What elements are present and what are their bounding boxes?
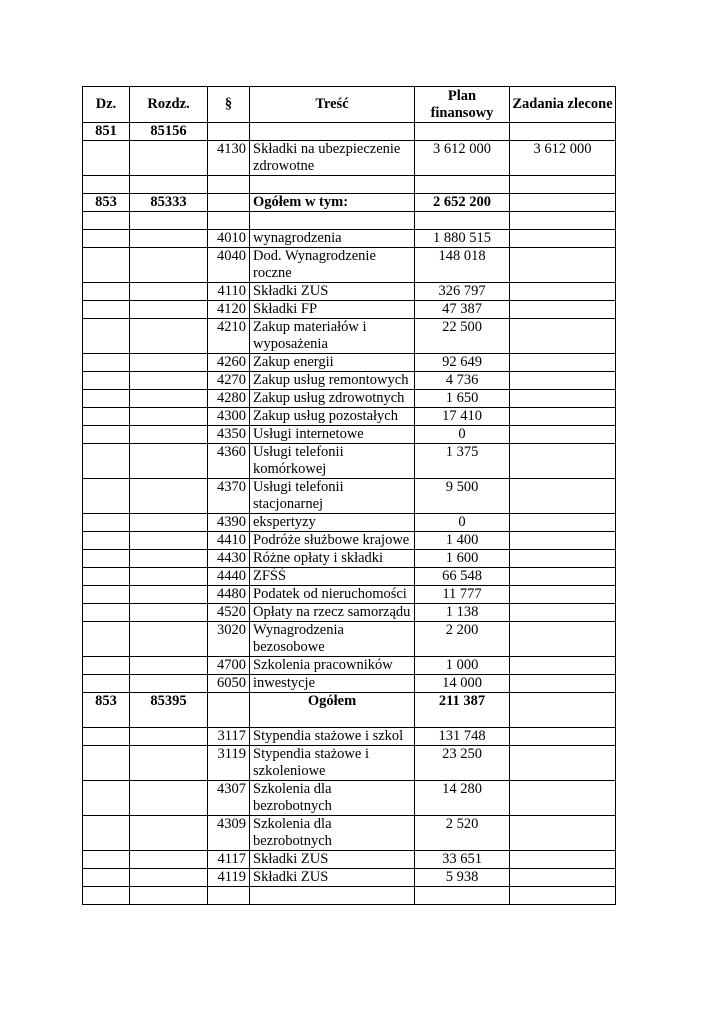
cell-dz xyxy=(83,746,130,781)
table-row xyxy=(83,568,616,586)
header-plan: Plan finansowy xyxy=(415,87,510,123)
cell-rozdz: 85156 xyxy=(130,123,208,141)
cell-plan: 11 777 xyxy=(415,586,510,604)
cell-plan xyxy=(415,123,510,141)
cell-plan: 2 652 200 xyxy=(415,194,510,212)
cell-zadania xyxy=(510,194,616,212)
table-row xyxy=(83,781,616,816)
cell-rozdz: 85333 xyxy=(130,194,208,212)
cell-rozdz xyxy=(130,283,208,301)
cell-plan: 211 387 xyxy=(415,693,510,728)
cell-rozdz xyxy=(130,141,208,176)
cell-tresc: Szkolenia pracowników xyxy=(250,657,415,675)
cell-dz xyxy=(83,869,130,887)
cell-plan: 1 138 xyxy=(415,604,510,622)
cell-zadania xyxy=(510,426,616,444)
cell-plan: 3 612 000 xyxy=(415,141,510,176)
cell-paragraf xyxy=(208,693,250,728)
empty-cell xyxy=(83,212,130,230)
cell-zadania xyxy=(510,657,616,675)
cell-rozdz xyxy=(130,869,208,887)
cell-paragraf: 4210 xyxy=(208,319,250,354)
cell-paragraf: 4307 xyxy=(208,781,250,816)
cell-paragraf: 3119 xyxy=(208,746,250,781)
table-row xyxy=(83,604,616,622)
table-row xyxy=(83,319,616,354)
table-row xyxy=(83,532,616,550)
cell-rozdz xyxy=(130,657,208,675)
cell-zadania xyxy=(510,568,616,586)
cell-paragraf: 4309 xyxy=(208,816,250,851)
budget-table xyxy=(82,86,616,905)
cell-rozdz xyxy=(130,319,208,354)
cell-rozdz xyxy=(130,728,208,746)
table-row xyxy=(83,514,616,532)
cell-tresc: Szkolenia dla bezrobotnych xyxy=(250,781,415,816)
cell-dz xyxy=(83,248,130,283)
cell-paragraf: 4410 xyxy=(208,532,250,550)
empty-cell xyxy=(83,176,130,194)
cell-rozdz xyxy=(130,532,208,550)
cell-plan: 4 736 xyxy=(415,372,510,390)
section-row xyxy=(83,693,616,728)
cell-dz xyxy=(83,586,130,604)
cell-zadania xyxy=(510,532,616,550)
cell-rozdz xyxy=(130,675,208,693)
cell-zadania xyxy=(510,514,616,532)
cell-rozdz xyxy=(130,851,208,869)
empty-cell xyxy=(510,887,616,905)
cell-rozdz xyxy=(130,746,208,781)
cell-zadania xyxy=(510,586,616,604)
cell-zadania xyxy=(510,283,616,301)
cell-paragraf: 4040 xyxy=(208,248,250,283)
table-row xyxy=(83,301,616,319)
cell-plan: 1 880 515 xyxy=(415,230,510,248)
cell-rozdz xyxy=(130,248,208,283)
cell-plan: 5 938 xyxy=(415,869,510,887)
cell-tresc: Zakup energii xyxy=(250,354,415,372)
cell-paragraf: 4119 xyxy=(208,869,250,887)
table-row xyxy=(83,230,616,248)
table-row xyxy=(83,728,616,746)
table-row xyxy=(83,444,616,479)
table-row xyxy=(83,816,616,851)
header-tresc: Treść xyxy=(250,87,415,123)
cell-paragraf: 4390 xyxy=(208,514,250,532)
cell-dz xyxy=(83,479,130,514)
cell-paragraf: 4440 xyxy=(208,568,250,586)
cell-tresc: Ogółem xyxy=(250,693,415,728)
cell-tresc: Składki ZUS xyxy=(250,283,415,301)
cell-rozdz xyxy=(130,372,208,390)
cell-rozdz xyxy=(130,781,208,816)
cell-dz xyxy=(83,781,130,816)
cell-rozdz xyxy=(130,622,208,657)
table-row xyxy=(83,354,616,372)
blank-row xyxy=(83,887,616,905)
cell-tresc: Usługi internetowe xyxy=(250,426,415,444)
cell-zadania xyxy=(510,816,616,851)
cell-zadania xyxy=(510,248,616,283)
cell-paragraf: 4520 xyxy=(208,604,250,622)
cell-tresc: Szkolenia dla bezrobotnych xyxy=(250,816,415,851)
cell-zadania xyxy=(510,550,616,568)
cell-tresc: Opłaty na rzecz samorządu xyxy=(250,604,415,622)
cell-plan: 131 748 xyxy=(415,728,510,746)
cell-plan: 47 387 xyxy=(415,301,510,319)
empty-cell xyxy=(250,887,415,905)
cell-zadania xyxy=(510,372,616,390)
table-row xyxy=(83,586,616,604)
cell-zadania xyxy=(510,675,616,693)
table-row xyxy=(83,408,616,426)
cell-plan: 0 xyxy=(415,426,510,444)
cell-dz xyxy=(83,408,130,426)
cell-paragraf: 4300 xyxy=(208,408,250,426)
cell-dz xyxy=(83,514,130,532)
cell-plan: 23 250 xyxy=(415,746,510,781)
cell-zadania xyxy=(510,123,616,141)
cell-plan: 1 000 xyxy=(415,657,510,675)
cell-plan: 14 280 xyxy=(415,781,510,816)
cell-rozdz xyxy=(130,568,208,586)
cell-paragraf: 6050 xyxy=(208,675,250,693)
cell-plan: 33 651 xyxy=(415,851,510,869)
blank-row xyxy=(83,176,616,194)
table-row xyxy=(83,851,616,869)
table-row xyxy=(83,675,616,693)
table-row xyxy=(83,550,616,568)
empty-cell xyxy=(250,176,415,194)
cell-dz xyxy=(83,283,130,301)
cell-tresc: Podróże służbowe krajowe xyxy=(250,532,415,550)
cell-zadania xyxy=(510,604,616,622)
cell-dz xyxy=(83,444,130,479)
section-row xyxy=(83,123,616,141)
cell-zadania xyxy=(510,781,616,816)
empty-cell xyxy=(208,176,250,194)
cell-rozdz xyxy=(130,390,208,408)
cell-zadania xyxy=(510,693,616,728)
cell-rozdz xyxy=(130,479,208,514)
empty-cell xyxy=(130,212,208,230)
cell-paragraf: 4430 xyxy=(208,550,250,568)
cell-rozdz xyxy=(130,514,208,532)
cell-tresc xyxy=(250,123,415,141)
cell-dz: 853 xyxy=(83,693,130,728)
cell-tresc: Stypendia stażowe i szkoleniowe xyxy=(250,746,415,781)
cell-dz xyxy=(83,390,130,408)
cell-dz xyxy=(83,675,130,693)
cell-rozdz xyxy=(130,550,208,568)
cell-tresc: Zakup usług remontowych xyxy=(250,372,415,390)
cell-dz xyxy=(83,604,130,622)
cell-dz xyxy=(83,372,130,390)
cell-paragraf: 4260 xyxy=(208,354,250,372)
cell-rozdz xyxy=(130,604,208,622)
cell-plan: 1 375 xyxy=(415,444,510,479)
empty-cell xyxy=(415,887,510,905)
cell-rozdz xyxy=(130,301,208,319)
cell-dz xyxy=(83,426,130,444)
cell-paragraf: 4700 xyxy=(208,657,250,675)
cell-plan: 148 018 xyxy=(415,248,510,283)
cell-paragraf: 4350 xyxy=(208,426,250,444)
cell-paragraf: 3020 xyxy=(208,622,250,657)
cell-zadania xyxy=(510,390,616,408)
cell-paragraf: 4117 xyxy=(208,851,250,869)
cell-tresc: Stypendia stażowe i szkol xyxy=(250,728,415,746)
table-row xyxy=(83,141,616,176)
cell-tresc: inwestycje xyxy=(250,675,415,693)
cell-zadania xyxy=(510,354,616,372)
cell-zadania xyxy=(510,319,616,354)
table-row xyxy=(83,390,616,408)
cell-dz xyxy=(83,532,130,550)
cell-tresc: ZFŚŚ xyxy=(250,568,415,586)
header-paragraf: § xyxy=(208,87,250,123)
empty-cell xyxy=(415,212,510,230)
section-row xyxy=(83,194,616,212)
cell-plan: 9 500 xyxy=(415,479,510,514)
cell-dz: 853 xyxy=(83,194,130,212)
cell-plan: 92 649 xyxy=(415,354,510,372)
cell-paragraf xyxy=(208,194,250,212)
empty-cell xyxy=(83,887,130,905)
cell-dz xyxy=(83,657,130,675)
cell-paragraf: 4370 xyxy=(208,479,250,514)
cell-zadania: 3 612 000 xyxy=(510,141,616,176)
cell-paragraf: 4270 xyxy=(208,372,250,390)
cell-zadania xyxy=(510,728,616,746)
cell-plan: 2 520 xyxy=(415,816,510,851)
cell-dz xyxy=(83,568,130,586)
cell-zadania xyxy=(510,851,616,869)
cell-tresc: wynagrodzenia xyxy=(250,230,415,248)
table-row xyxy=(83,746,616,781)
header-zadania: Zadania zlecone xyxy=(510,87,616,123)
cell-dz xyxy=(83,319,130,354)
table-row xyxy=(83,248,616,283)
cell-plan: 22 500 xyxy=(415,319,510,354)
cell-zadania xyxy=(510,479,616,514)
cell-dz xyxy=(83,301,130,319)
cell-tresc: Zakup materiałów i wyposażenia xyxy=(250,319,415,354)
table-row xyxy=(83,426,616,444)
cell-plan: 326 797 xyxy=(415,283,510,301)
cell-rozdz xyxy=(130,444,208,479)
cell-tresc: Zakup usług zdrowotnych xyxy=(250,390,415,408)
blank-row xyxy=(83,212,616,230)
cell-tresc: Różne opłaty i składki xyxy=(250,550,415,568)
empty-cell xyxy=(510,212,616,230)
cell-rozdz xyxy=(130,354,208,372)
cell-plan: 17 410 xyxy=(415,408,510,426)
cell-paragraf: 4480 xyxy=(208,586,250,604)
table-row xyxy=(83,372,616,390)
table-row xyxy=(83,283,616,301)
empty-cell xyxy=(510,176,616,194)
cell-plan: 66 548 xyxy=(415,568,510,586)
cell-tresc: Składki na ubezpieczenie zdrowotne xyxy=(250,141,415,176)
cell-tresc: Wynagrodzenia bezosobowe xyxy=(250,622,415,657)
cell-rozdz: 85395 xyxy=(130,693,208,728)
cell-plan: 1 650 xyxy=(415,390,510,408)
cell-rozdz xyxy=(130,230,208,248)
header-row xyxy=(83,87,616,123)
cell-dz xyxy=(83,354,130,372)
cell-tresc: ekspertyzy xyxy=(250,514,415,532)
empty-cell xyxy=(130,887,208,905)
cell-plan: 2 200 xyxy=(415,622,510,657)
cell-plan: 14 000 xyxy=(415,675,510,693)
cell-tresc: Usługi telefonii stacjonarnej xyxy=(250,479,415,514)
empty-cell xyxy=(415,176,510,194)
cell-rozdz xyxy=(130,408,208,426)
cell-plan: 1 600 xyxy=(415,550,510,568)
cell-tresc: Składki ZUS xyxy=(250,851,415,869)
cell-dz xyxy=(83,728,130,746)
cell-paragraf xyxy=(208,123,250,141)
table-row xyxy=(83,622,616,657)
cell-dz xyxy=(83,851,130,869)
cell-paragraf: 4110 xyxy=(208,283,250,301)
table-body xyxy=(83,123,616,905)
cell-dz xyxy=(83,230,130,248)
cell-rozdz xyxy=(130,426,208,444)
cell-zadania xyxy=(510,408,616,426)
table-row xyxy=(83,479,616,514)
cell-zadania xyxy=(510,301,616,319)
cell-dz xyxy=(83,141,130,176)
empty-cell xyxy=(208,212,250,230)
header-rozdz: Rozdz. xyxy=(130,87,208,123)
cell-paragraf: 4360 xyxy=(208,444,250,479)
cell-paragraf: 4130 xyxy=(208,141,250,176)
cell-dz: 851 xyxy=(83,123,130,141)
cell-zadania xyxy=(510,230,616,248)
cell-tresc: Składki FP xyxy=(250,301,415,319)
cell-paragraf: 4120 xyxy=(208,301,250,319)
empty-cell xyxy=(250,212,415,230)
cell-zadania xyxy=(510,746,616,781)
cell-dz xyxy=(83,622,130,657)
cell-tresc: Usługi telefonii komórkowej xyxy=(250,444,415,479)
table-row xyxy=(83,869,616,887)
cell-plan: 0 xyxy=(415,514,510,532)
cell-tresc: Ogółem w tym: xyxy=(250,194,415,212)
cell-zadania xyxy=(510,869,616,887)
cell-paragraf: 3117 xyxy=(208,728,250,746)
cell-tresc: Dod. Wynagrodzenie roczne xyxy=(250,248,415,283)
cell-paragraf: 4280 xyxy=(208,390,250,408)
header-dz: Dz. xyxy=(83,87,130,123)
cell-tresc: Składki ZUS xyxy=(250,869,415,887)
cell-paragraf: 4010 xyxy=(208,230,250,248)
empty-cell xyxy=(130,176,208,194)
cell-tresc: Zakup usług pozostałych xyxy=(250,408,415,426)
cell-zadania xyxy=(510,622,616,657)
cell-dz xyxy=(83,816,130,851)
cell-tresc: Podatek od nieruchomości xyxy=(250,586,415,604)
cell-rozdz xyxy=(130,586,208,604)
cell-rozdz xyxy=(130,816,208,851)
cell-zadania xyxy=(510,444,616,479)
cell-dz xyxy=(83,550,130,568)
table-row xyxy=(83,657,616,675)
empty-cell xyxy=(208,887,250,905)
cell-plan: 1 400 xyxy=(415,532,510,550)
